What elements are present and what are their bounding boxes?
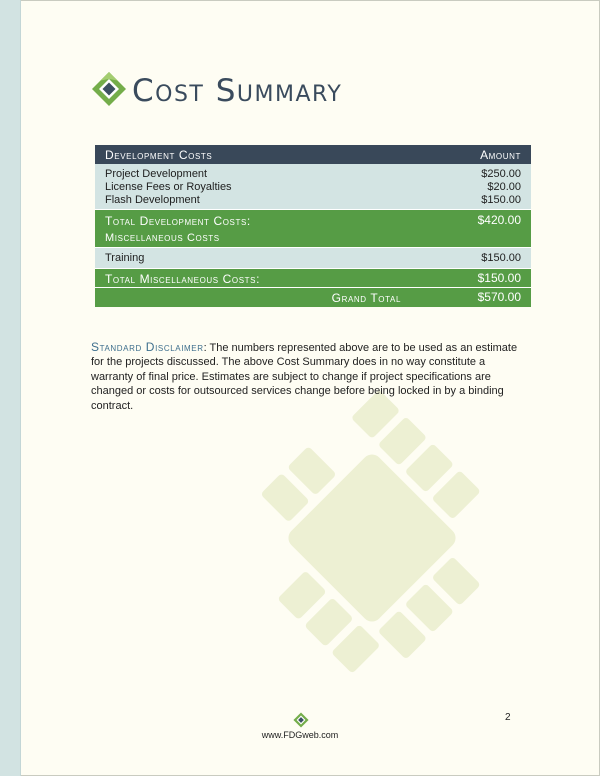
footer-website-link[interactable]: www.FDGweb.com — [261, 730, 339, 740]
total-development-label: Total Development Costs: — [105, 214, 251, 228]
footer-diamond-logo-icon — [293, 712, 309, 728]
amount-header: Amount — [480, 148, 521, 162]
item-label: Flash Development — [105, 194, 200, 206]
cost-summary-table — [95, 145, 531, 307]
total-development-amount: $420.00 — [477, 213, 521, 227]
item-amount: $150.00 — [481, 252, 521, 264]
total-development-row — [95, 210, 531, 232]
item-label: Training — [105, 252, 145, 264]
grand-total-amount: $570.00 — [477, 290, 521, 304]
left-accent-band — [0, 0, 21, 776]
disclaimer-label: Standard Disclaimer — [91, 340, 204, 354]
page-title: Cost Summary — [132, 73, 343, 109]
table-row — [95, 248, 531, 269]
disclaimer-text: : The numbers represented above are to be used as an estimate for the projects discussed. The above Cost Summary does in no way constitute a warranty of final price. Estimates are subject to change if project specifications are changed or costs for outsourced services change before being locked in by a binding contract. — [91, 342, 518, 412]
table-header-row — [95, 145, 531, 164]
item-amount: $150.00 — [481, 194, 521, 206]
grand-total-label: Grand Total — [331, 291, 401, 305]
development-costs-header: Development Costs — [105, 148, 213, 162]
misc-costs-header: Miscellaneous Costs — [105, 232, 220, 244]
diamond-watermark-icon — [200, 380, 545, 700]
disclaimer-paragraph — [91, 340, 527, 413]
item-amount: $250.00 — [481, 168, 521, 180]
table-row — [95, 194, 531, 207]
item-label: Project Development — [105, 168, 208, 180]
page-number: 2 — [505, 712, 511, 723]
table-row — [95, 181, 531, 194]
misc-costs-header-row — [95, 232, 531, 248]
total-misc-label: Total Miscellaneous Costs: — [105, 272, 261, 286]
item-label: License Fees or Royalties — [105, 181, 232, 193]
diamond-logo-icon — [91, 71, 127, 107]
grand-total-row — [95, 288, 531, 307]
table-row — [95, 168, 531, 181]
item-amount: $20.00 — [487, 181, 521, 193]
total-misc-amount: $150.00 — [477, 271, 521, 285]
development-items — [95, 164, 531, 210]
total-misc-row — [95, 269, 531, 288]
